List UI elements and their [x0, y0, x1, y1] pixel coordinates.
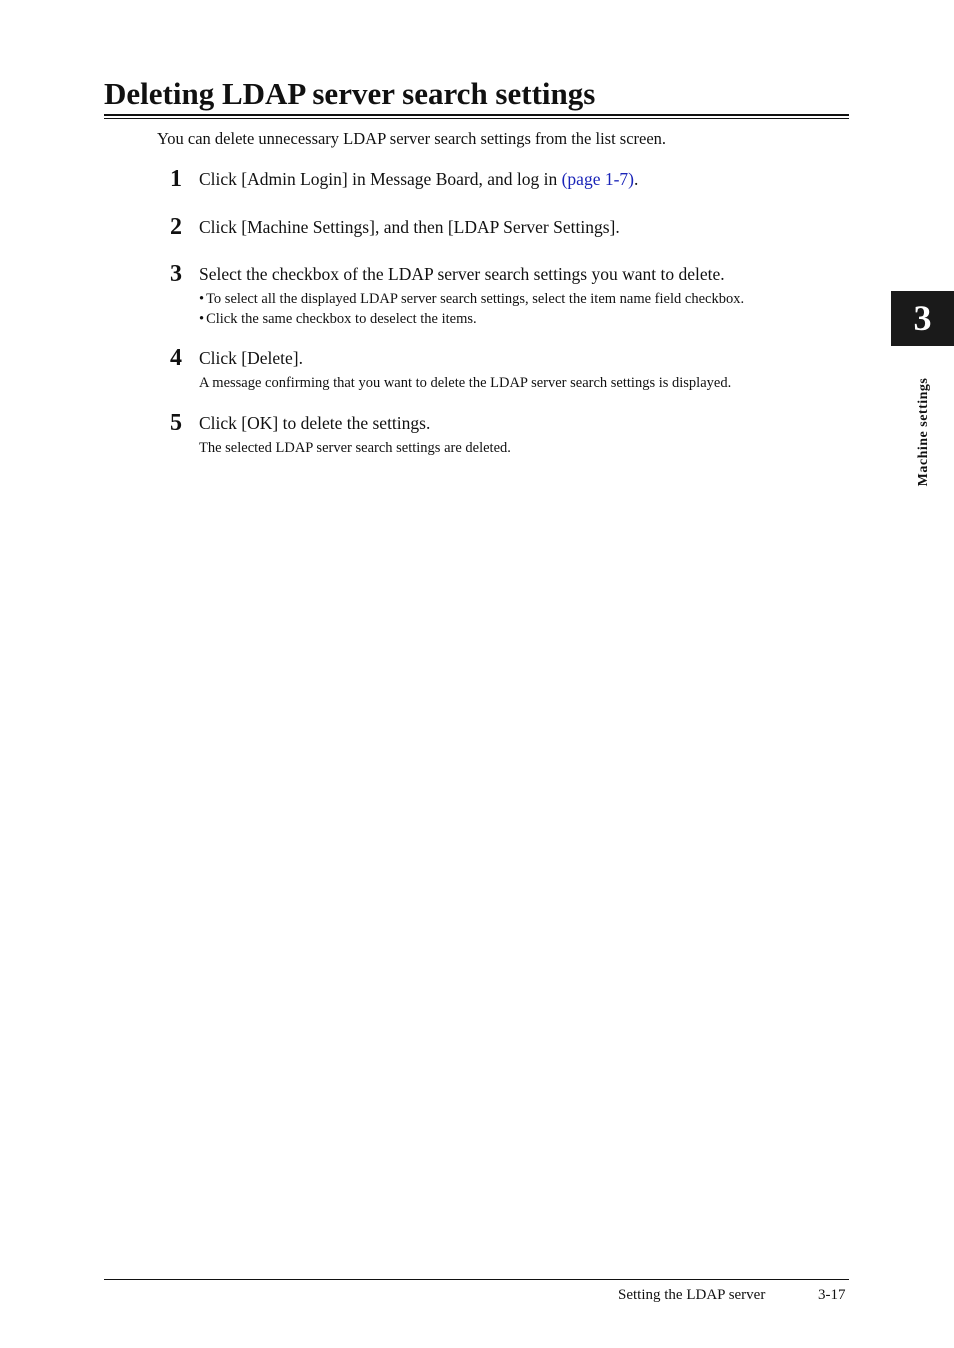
bullet-dot: •	[199, 291, 205, 307]
step-number: 3	[170, 261, 182, 287]
step-text-after-link: .	[634, 169, 639, 189]
step-text: Click [Machine Settings], and then [LDAP Server Settings].	[199, 217, 620, 237]
title-rule-thin	[104, 118, 849, 119]
page-title: Deleting LDAP server search settings	[104, 76, 596, 111]
footer-rule	[104, 1279, 849, 1280]
intro-paragraph: You can delete unnecessary LDAP server search settings from the list screen.	[157, 129, 667, 148]
step-text: Click [Delete].	[199, 348, 303, 368]
step-text: Click [OK] to delete the settings.	[199, 413, 431, 433]
footer-section-title: Setting the LDAP server	[618, 1287, 766, 1303]
bullet-text: Click the same checkbox to deselect the items.	[206, 311, 477, 327]
bullet-text: To select all the displayed LDAP server search settings, select the item name field checkbox.	[206, 291, 745, 307]
chapter-tab: 3	[891, 291, 954, 346]
step-number: 1	[170, 166, 182, 192]
chapter-side-label: Machine settings	[916, 377, 931, 487]
step-text-before-link: Click [Admin Login] in Message Board, and log in	[199, 169, 562, 189]
step-note: The selected LDAP server search settings are deleted.	[199, 440, 511, 456]
step-text: Select the checkbox of the LDAP server search settings you want to delete.	[199, 264, 725, 284]
step-number: 5	[170, 410, 182, 436]
step-number: 4	[170, 345, 182, 371]
footer-page-number: 3-17	[818, 1287, 846, 1303]
step-text	[199, 166, 638, 192]
title-rule	[104, 114, 849, 116]
step-number: 2	[170, 214, 182, 240]
page-reference-link[interactable]: (page 1-7)	[561, 169, 634, 189]
step-note: A message confirming that you want to delete the LDAP server search settings is displayed.	[199, 375, 732, 391]
bullet-dot: •	[199, 311, 205, 327]
bullet-item	[199, 309, 477, 329]
bullet-item	[199, 289, 744, 309]
